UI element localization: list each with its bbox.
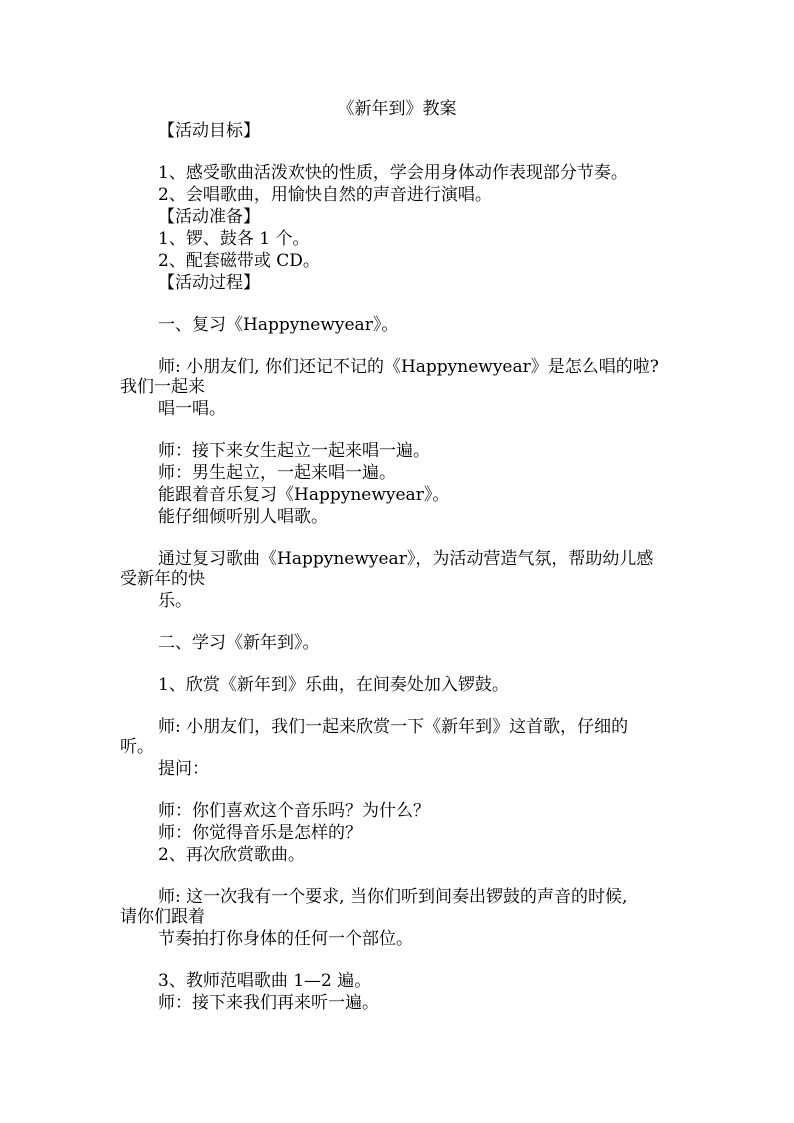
paragraph-line: 师：接下来我们再来听一遍。 bbox=[158, 993, 379, 1013]
section-heading-preparation: 【活动准备】 bbox=[158, 207, 260, 227]
section-heading-goals: 【活动目标】 bbox=[158, 121, 260, 141]
section-heading-process: 【活动过程】 bbox=[158, 273, 260, 293]
paragraph-line: 通过复习歌曲《Happynewyear》，为活动营造气氛，帮助幼儿感 bbox=[158, 549, 654, 569]
paragraph-line: 能仔细倾听别人唱歌。 bbox=[158, 507, 328, 527]
paragraph-line: 2、配套磁带或 CD。 bbox=[158, 251, 320, 271]
paragraph-line: 2、会唱歌曲，用愉快自然的声音进行演唱。 bbox=[158, 185, 492, 205]
paragraph-line: 师：你觉得音乐是怎样的？ bbox=[158, 823, 362, 843]
paragraph-line: 节奏拍打你身体的任何一个部位。 bbox=[158, 929, 413, 949]
paragraph-line: 师：你们喜欢这个音乐吗？为什么？ bbox=[158, 801, 430, 821]
document-title: 《新年到》教案 bbox=[337, 99, 457, 119]
paragraph-line: 请你们跟着 bbox=[120, 907, 205, 927]
paragraph-line: 师：男生起立，一起来唱一遍。 bbox=[158, 463, 396, 483]
paragraph-line: 1、感受歌曲活泼欢快的性质，学会用身体动作表现部分节奏。 bbox=[158, 163, 628, 183]
paragraph-line: 二、学习《新年到》。 bbox=[158, 633, 320, 653]
paragraph-line: 听。 bbox=[120, 737, 154, 757]
paragraph-line: 我们一起来 bbox=[120, 377, 205, 397]
paragraph-line: 师：接下来女生起立一起来唱一遍。 bbox=[158, 441, 430, 461]
paragraph-line: 1、欣赏《新年到》乐曲，在间奏处加入锣鼓。 bbox=[158, 675, 509, 695]
paragraph-line: 唱一唱。 bbox=[158, 399, 226, 419]
paragraph-line: 受新年的快 bbox=[120, 569, 205, 589]
paragraph-line: 2、再次欣赏歌曲。 bbox=[158, 845, 305, 865]
paragraph-line: 师: 这一次我有一个要求, 当你们听到间奏出锣鼓的声音的时候, bbox=[158, 887, 628, 907]
paragraph-line: 能跟着音乐复习《Happynewyear》。 bbox=[158, 485, 450, 505]
paragraph-line: 师: 小朋友们, 你们还记不记的《Happynewyear》是怎么唱的啦? bbox=[158, 357, 659, 377]
paragraph-line: 提问： bbox=[158, 759, 209, 779]
paragraph-line: 3、教师范唱歌曲 1—2 遍。 bbox=[158, 971, 372, 991]
paragraph-line: 1、锣、鼓各 1 个。 bbox=[158, 229, 310, 249]
paragraph-line: 一、复习《Happynewyear》。 bbox=[158, 315, 399, 335]
paragraph-line: 乐。 bbox=[158, 591, 192, 611]
paragraph-line: 师: 小朋友们，我们一起来欣赏一下《新年到》这首歌，仔细的 bbox=[158, 717, 629, 737]
